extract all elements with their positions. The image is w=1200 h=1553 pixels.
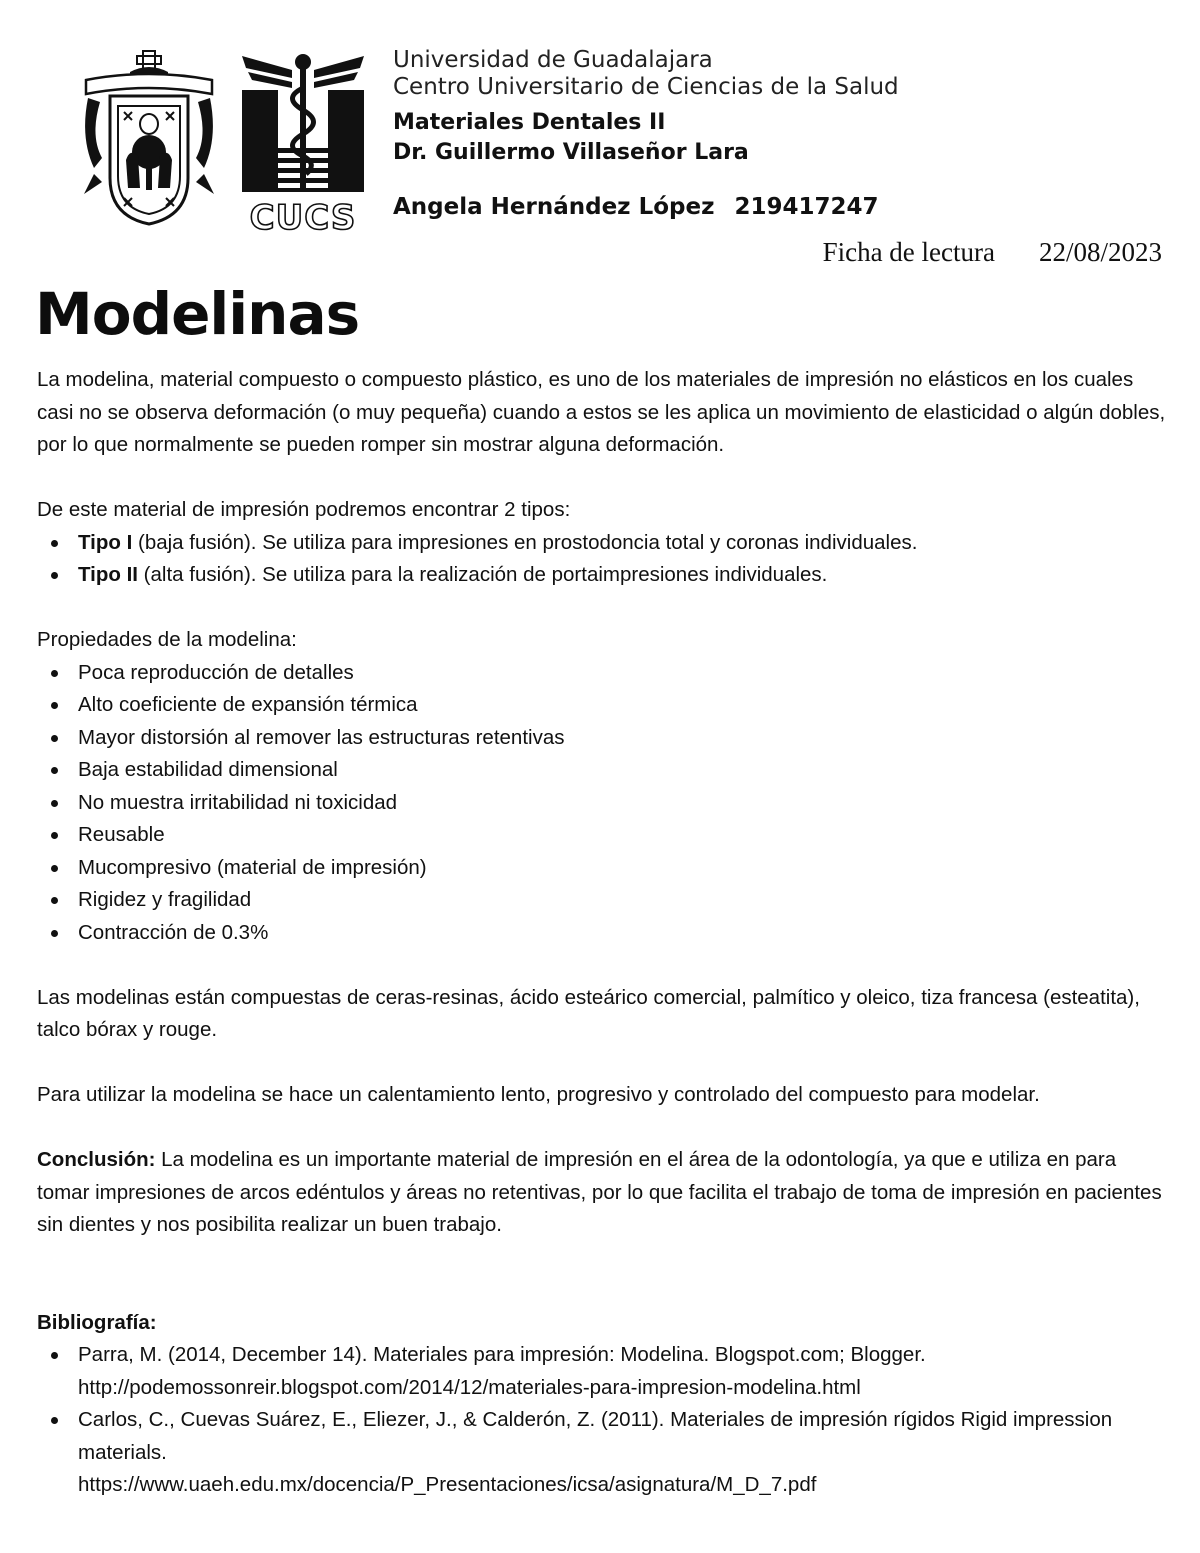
list-item: Poca reproducción de detalles <box>37 657 1167 690</box>
doc-type: Ficha de lectura <box>822 237 995 267</box>
list-item: Alto coeficiente de expansión térmica <box>37 689 1167 722</box>
list-item: Mayor distorsión al remover las estructuras retentivas <box>37 722 1167 755</box>
composition-paragraph: Las modelinas están compuestas de ceras-resinas, ácido esteárico comercial, palmítico y oleico, tiza francesa (esteatita), talco bórax y rouge. <box>37 985 1140 1041</box>
properties-list <box>37 657 1167 950</box>
page-title: Modelinas <box>35 280 360 348</box>
doc-meta <box>823 237 1162 268</box>
usage-paragraph: Para utilizar la modelina se hace un calentamiento lento, progresivo y controlado del compuesto para modelar. <box>37 1083 1040 1106</box>
cucs-label: CUCS <box>249 198 357 238</box>
conclusion-label: Conclusión: <box>37 1148 156 1171</box>
bibliography-list <box>37 1339 1167 1502</box>
types-list <box>37 527 1167 592</box>
bibliography-item: Carlos, C., Cuevas Suárez, E., Eliezer, J., & Calderón, Z. (2011). Materiales de impresión rígidos Rigid impression materials. https://www.uaeh.edu.mx/docencia/P_Presentaciones/icsa/asignatura/M_D_7.pdf <box>37 1404 1167 1502</box>
properties-intro: Propiedades de la modelina: <box>37 628 297 651</box>
list-item: Reusable <box>37 819 1167 852</box>
types-intro: De este material de impresión podremos encontrar 2 tipos: <box>37 498 571 521</box>
header-block <box>393 47 899 220</box>
bibliography-link[interactable]: http://podemossonreir.blogspot.com/2014/12/materiales-para-impresion-modelina.html <box>78 1375 861 1399</box>
list-item: Mucompresivo (material de impresión) <box>37 852 1167 885</box>
list-item: Tipo II (alta fusión). Se utiliza para la realización de portaimpresiones individuales. <box>37 559 1167 592</box>
cucs-logo <box>238 48 368 238</box>
list-item: No muestra irritabilidad ni toxicidad <box>37 787 1167 820</box>
bibliography-item: Parra, M. (2014, December 14). Materiales para impresión: Modelina. Blogspot.com; Blogger. http://podemossonreir.blogspot.com/2014/12/materiales-para-impresion-modelina.html <box>37 1339 1167 1404</box>
student-name: Angela Hernández López <box>393 194 715 220</box>
document-body <box>37 364 1167 1502</box>
student-id: 219417247 <box>734 194 879 220</box>
centro-name: Centro Universitario de Ciencias de la Salud <box>393 74 899 100</box>
list-item: Rigidez y fragilidad <box>37 884 1167 917</box>
list-item: Tipo I (baja fusión). Se utiliza para impresiones en prostodoncia total y coronas individuales. <box>37 527 1167 560</box>
professor-name: Dr. Guillermo Villaseñor Lara <box>393 140 749 165</box>
list-item: Contracción de 0.3% <box>37 917 1167 950</box>
conclusion-paragraph: Conclusión: La modelina es un importante material de impresión en el área de la odontología, ya que e utiliza en para tomar impresiones de arcos edéntulos y áreas no retentivas, por lo que facilita el trabajo de toma de impresión en pacientes sin dientes y nos posibilita realizar un buen trabajo. <box>37 1148 1162 1236</box>
doc-date: 22/08/2023 <box>1038 237 1162 267</box>
university-name: Universidad de Guadalajara <box>393 47 713 73</box>
course-name: Materiales Dentales II <box>393 110 666 135</box>
list-item: Baja estabilidad dimensional <box>37 754 1167 787</box>
bibliography-heading: Bibliografía: <box>37 1310 157 1334</box>
intro-paragraph: La modelina, material compuesto o compuesto plástico, es uno de los materiales de impresión no elásticos en los cuales casi no se observa deformación (o muy pequeña) cuando a estos se les aplica un movimiento de elasticidad o algún dobles, por lo que normalmente se pueden romper sin mostrar alguna deformación. <box>37 368 1166 456</box>
student-line <box>393 194 899 220</box>
udg-logo <box>80 48 218 230</box>
bibliography-link[interactable]: https://www.uaeh.edu.mx/docencia/P_Presentaciones/icsa/asignatura/M_D_7.pdf <box>78 1473 817 1496</box>
